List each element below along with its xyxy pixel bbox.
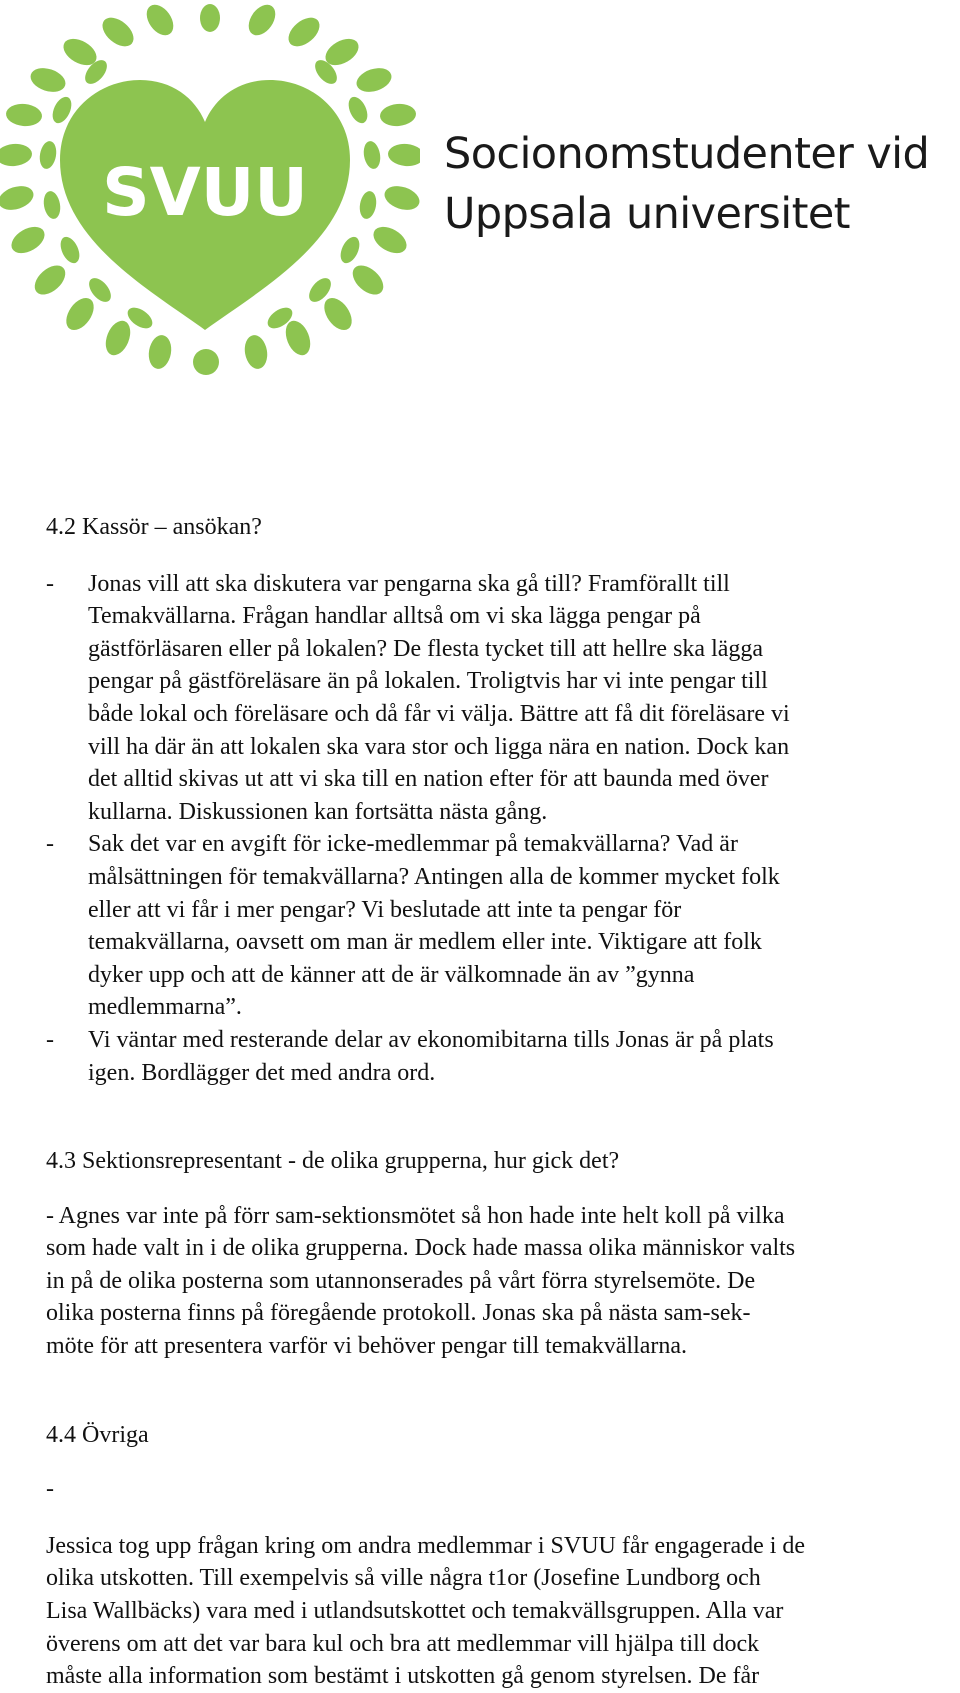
bullet-dash: -: [46, 831, 54, 858]
text-line: Jonas vill att ska diskutera var pengarna ska gå till? Framförallt till: [88, 570, 730, 597]
text-line: kullarna. Diskussionen kan fortsätta nästa gång.: [88, 798, 548, 825]
text-line: överens om att det var bara kul och bra att medlemmar vill hjälpa till dock: [46, 1630, 760, 1657]
text-line: Lisa Wallbäcks) vara med i utlandsutskottet och temakvällsgruppen. Alla var: [46, 1598, 784, 1625]
text-line: både lokal och föreläsare och då får vi välja. Bättre att få dit föreläsare vi: [88, 700, 790, 727]
paragraph-4-3: [46, 1200, 960, 1363]
section-heading-4-4: 4.4 Övriga: [46, 1421, 149, 1448]
org-name-line2: Uppsala universitet: [444, 189, 850, 239]
text-line: igen. Bordlägger det med andra ord.: [88, 1059, 436, 1086]
text-line: möte för att presentera varför vi behöver pengar till temakvällarna.: [46, 1333, 688, 1360]
text-line: eller att vi får i mer pengar? Vi beslutade att inte ta pengar för: [88, 896, 682, 923]
text-line: olika posterna finns på föregående protokoll. Jonas ska på nästa sam-sek-: [46, 1300, 751, 1327]
text-line: målsättningen för temakvällarna? Antingen alla de kommer mycket folk: [88, 863, 780, 890]
text-line: in på de olika posterna som utannonserades på vårt förra styrelsemöte. De: [46, 1267, 756, 1294]
text-line: pengar på gästföreläsare än på lokalen. Troligtvis har vi inte pengar till: [88, 668, 768, 695]
text-line: Sak det var en avgift för icke-medlemmar på temakvällarna? Vad är: [88, 831, 738, 858]
text-line: Temakvällarna. Frågan handlar alltså om vi ska lägga pengar på: [88, 603, 701, 630]
text-line: medlemmarna”.: [88, 994, 242, 1021]
org-name-line1: Socionomstudenter vid: [444, 129, 930, 179]
text-line: måste alla information som bestämt i utskotten gå genom styrelsen. De får: [46, 1663, 760, 1690]
text-line: temakvällarna, oavsett om man är medlem eller inte. Viktigare att folk: [88, 929, 762, 956]
minutes-body: [46, 511, 960, 1693]
text-line: vill ha där än att lokalen ska vara stor och ligga nära en nation. Dock kan: [88, 733, 790, 760]
list-item: [46, 828, 960, 1024]
bullet-dash: -: [46, 1026, 54, 1053]
bullet-dash: -: [46, 570, 54, 597]
text-line: det alltid skivas ut att vi ska till en nation efter för att baunda med över: [88, 766, 769, 793]
text-line: Vi väntar med resterande delar av ekonomibitarna tills Jonas är på plats: [88, 1026, 774, 1053]
organization-name: [444, 124, 960, 244]
text-line: - Agnes var inte på förr sam-sektionsmötet så hon hade inte helt koll på vilka: [46, 1202, 785, 1229]
text-line: som hade valt in i de olika grupperna. Dock hade massa olika människor valts: [46, 1235, 796, 1262]
text-line: Jessica tog upp frågan kring om andra medlemmar i SVUU får engagerade i de: [46, 1532, 806, 1559]
section-heading-4-2: 4.2 Kassör – ansökan?: [46, 514, 262, 540]
text-line: dyker upp och att de känner att de är välkomnade än av ”gynna: [88, 961, 695, 988]
text-line: gästförläsaren eller på lokalen? De flesta tycket till att hellre ska lägga: [88, 635, 764, 662]
bullet-list-4-2: [46, 568, 960, 1090]
section-heading-4-3: 4.3 Sektionsrepresentant - de olika grupperna, hur gick det?: [46, 1148, 620, 1175]
list-item: [46, 1024, 960, 1089]
svuu-logo: [0, 0, 420, 390]
list-item: [46, 568, 960, 829]
text-line: olika utskotten. Till exempelvis så ville några t1or (Josefine Lundborg och: [46, 1565, 761, 1592]
bullet-dash: -: [46, 1476, 54, 1503]
logo-text: SVUU: [102, 154, 308, 231]
paragraph-4-4: [46, 1530, 960, 1693]
